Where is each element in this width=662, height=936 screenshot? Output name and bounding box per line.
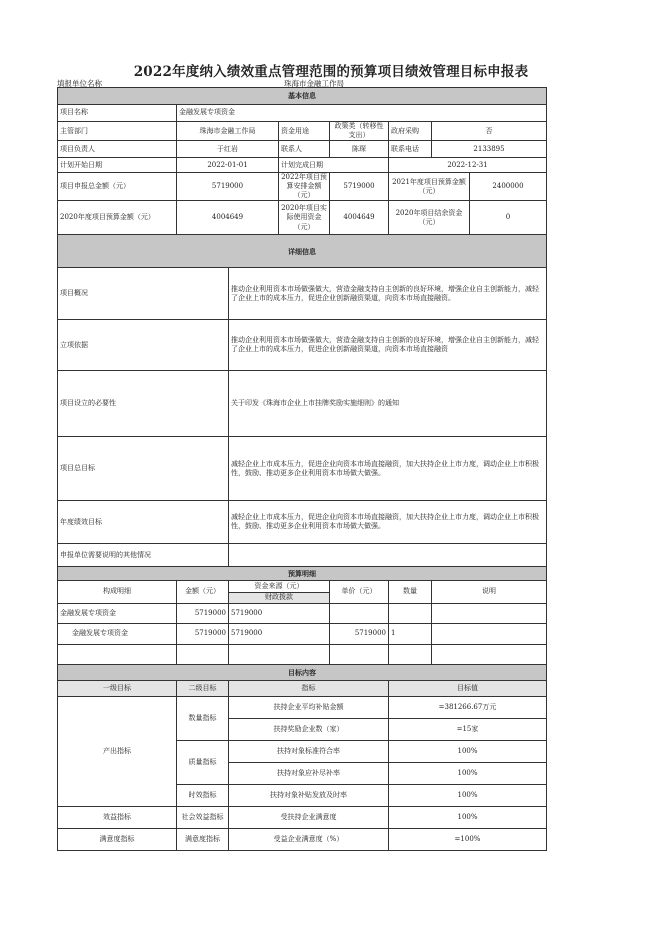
target-quality: 质量指标 — [177, 740, 229, 784]
detail-label-annual-goal: 年度绩效目标 — [58, 501, 229, 544]
leader-value: 于红岩 — [177, 141, 279, 158]
phone-label: 联系电话 — [389, 141, 432, 158]
start-date-value: 2022-01-01 — [177, 158, 279, 173]
target-col-indicator: 指标 — [229, 680, 389, 696]
end-date-label: 计划完成日期 — [279, 158, 389, 173]
target-indicator: 受益企业满意度（%） — [229, 828, 389, 850]
budget-price: 5719000 — [330, 623, 389, 644]
target-benefit: 效益指标 — [58, 806, 177, 828]
detail-label-basis: 立项依据 — [58, 320, 229, 371]
end-date-value: 2022-12-31 — [389, 158, 547, 173]
phone-value: 2133895 — [432, 141, 547, 158]
target-satisfaction: 满意度指标 — [58, 828, 177, 850]
target-col-level1: 一级目标 — [58, 680, 177, 696]
budget-2022-value: 5719000 — [330, 173, 389, 201]
page-title: 2022年度纳入绩效重点管理范围的预算项目绩效管理目标申报表 — [133, 64, 529, 80]
budget-2020-value: 4004649 — [177, 201, 279, 235]
budget-2021-value: 2400000 — [470, 173, 547, 201]
detail-text-basis: 推动企业利用资本市场做强做大，营造金融支持自主创新的良好环境，增强企业自主创新能力，减轻了企业上市的成本压力，促进企业创新融资渠道，向资本市场直接融资 — [229, 320, 547, 371]
budget-col-item: 构成明细 — [58, 581, 177, 603]
start-date-label: 计划开始日期 — [58, 158, 177, 173]
target-indicator: 扶持对象补贴发放及时率 — [229, 784, 389, 806]
budget-2022-label: 2022年项目预算安排金额（元） — [279, 173, 330, 201]
budget-col-note: 说明 — [432, 581, 547, 603]
contact-label: 联系人 — [279, 141, 330, 158]
project-name-label: 项目名称 — [58, 105, 177, 122]
dept-value: 珠海市金融工作局 — [177, 122, 279, 141]
budget-col-amount: 金额（元） — [177, 581, 229, 603]
detail-text-annual-goal: 减轻企业上市成本压力，促进企业向资本市场直接融资，加大扶持企业上市力度，调动企业上市积极性，鼓励、推动更多企业利用资本市场做大做强。 — [229, 501, 547, 544]
budget-col-fiscal: 财政拨款 — [229, 593, 330, 603]
section-target-content: 目标内容 — [58, 664, 547, 680]
section-detail-info: 详细信息 — [58, 235, 547, 268]
budget-source: 5719000 — [229, 623, 330, 644]
detail-text-overview: 推动企业利用资本市场做强做大，营造金融支持自主创新的良好环境，增强企业自主创新能力，减轻了企业上市的成本压力，促进企业创新融资渠道，向资本市场直接融资。 — [229, 268, 547, 320]
target-value: 100% — [389, 740, 547, 762]
target-indicator: 扶持企业平均补贴金额 — [229, 696, 389, 718]
budget-2021-label: 2021年度项目预算金额（元） — [389, 173, 470, 201]
target-satisfaction-sub: 满意度指标 — [177, 828, 229, 850]
filler-label: 填报单位名称 — [57, 79, 102, 88]
budget-item: 金融发展专项资金 — [58, 623, 177, 644]
declaration-form — [57, 87, 547, 851]
budget-note — [432, 623, 547, 644]
target-value: =100% — [389, 828, 547, 850]
target-indicator: 扶持奖励企业数（家） — [229, 718, 389, 740]
budget-note — [432, 603, 547, 623]
procure-value: 否 — [432, 122, 547, 141]
usage-value: 政策类（转移性支出） — [330, 122, 389, 141]
target-col-level2: 二级目标 — [177, 680, 229, 696]
target-value: =15家 — [389, 718, 547, 740]
budget-row — [58, 644, 547, 664]
target-value: 100% — [389, 762, 547, 784]
budget-price — [330, 603, 389, 623]
target-value: 100% — [389, 784, 547, 806]
budget-row — [58, 623, 547, 644]
left-2020-label: 2020年项目结余资金（元） — [389, 201, 470, 235]
detail-text-necessity: 关于印发《珠海市企业上市挂牌奖励实施细则》的通知 — [229, 371, 547, 437]
detail-label-overview: 项目概况 — [58, 268, 229, 320]
leader-label: 项目负责人 — [58, 141, 177, 158]
section-budget-detail: 预算明细 — [58, 567, 547, 581]
dept-label: 主管部门 — [58, 122, 177, 141]
budget-amount: 5719000 — [177, 623, 229, 644]
total-amount-value: 5719000 — [177, 173, 279, 201]
usage-label: 资金用途 — [279, 122, 330, 141]
budget-qty: 1 — [389, 623, 432, 644]
section-basic-info: 基本信息 — [58, 88, 547, 105]
detail-text-other — [229, 544, 547, 567]
project-name-value: 金融发展专项资金 — [177, 105, 547, 122]
filler-value: 珠海市金融工作局 — [284, 79, 344, 88]
target-social: 社会效益指标 — [177, 806, 229, 828]
budget-item: 金融发展专项资金 — [58, 603, 177, 623]
target-quantity: 数量指标 — [177, 696, 229, 740]
contact-value: 陈琛 — [330, 141, 389, 158]
left-2020-value: 0 — [470, 201, 547, 235]
used-2020-label: 2020年项目实际使用资金（元） — [279, 201, 330, 235]
target-value: 100% — [389, 806, 547, 828]
target-col-value: 目标值 — [389, 680, 547, 696]
budget-amount: 5719000 — [177, 603, 229, 623]
procure-label: 政府采购 — [389, 122, 432, 141]
budget-qty — [389, 603, 432, 623]
budget-col-price: 单价（元） — [330, 581, 389, 603]
budget-col-source: 资金来源（元） — [229, 581, 330, 593]
target-output: 产出指标 — [58, 696, 177, 806]
budget-2020-label: 2020年度项目预算金额（元） — [58, 201, 177, 235]
budget-row — [58, 603, 547, 623]
detail-label-other: 申报单位需要说明的其他情况 — [58, 544, 229, 567]
budget-source: 5719000 — [229, 603, 330, 623]
target-indicator: 扶持对象应补尽补率 — [229, 762, 389, 784]
target-timeliness: 时效指标 — [177, 784, 229, 806]
detail-label-necessity: 项目设立的必要性 — [58, 371, 229, 437]
budget-col-qty: 数量 — [389, 581, 432, 603]
target-indicator: 受扶持企业满意度 — [229, 806, 389, 828]
detail-label-total-goal: 项目总目标 — [58, 437, 229, 501]
detail-text-total-goal: 减轻企业上市成本压力，促进企业向资本市场直接融资，加大扶持企业上市力度，调动企业上市积极性，鼓励、推动更多企业利用资本市场做大做强。 — [229, 437, 547, 501]
total-amount-label: 项目申报总金额（元） — [58, 173, 177, 201]
used-2020-value: 4004649 — [330, 201, 389, 235]
target-indicator: 扶持对象标准符合率 — [229, 740, 389, 762]
target-value: =381266.67万元 — [389, 696, 547, 718]
